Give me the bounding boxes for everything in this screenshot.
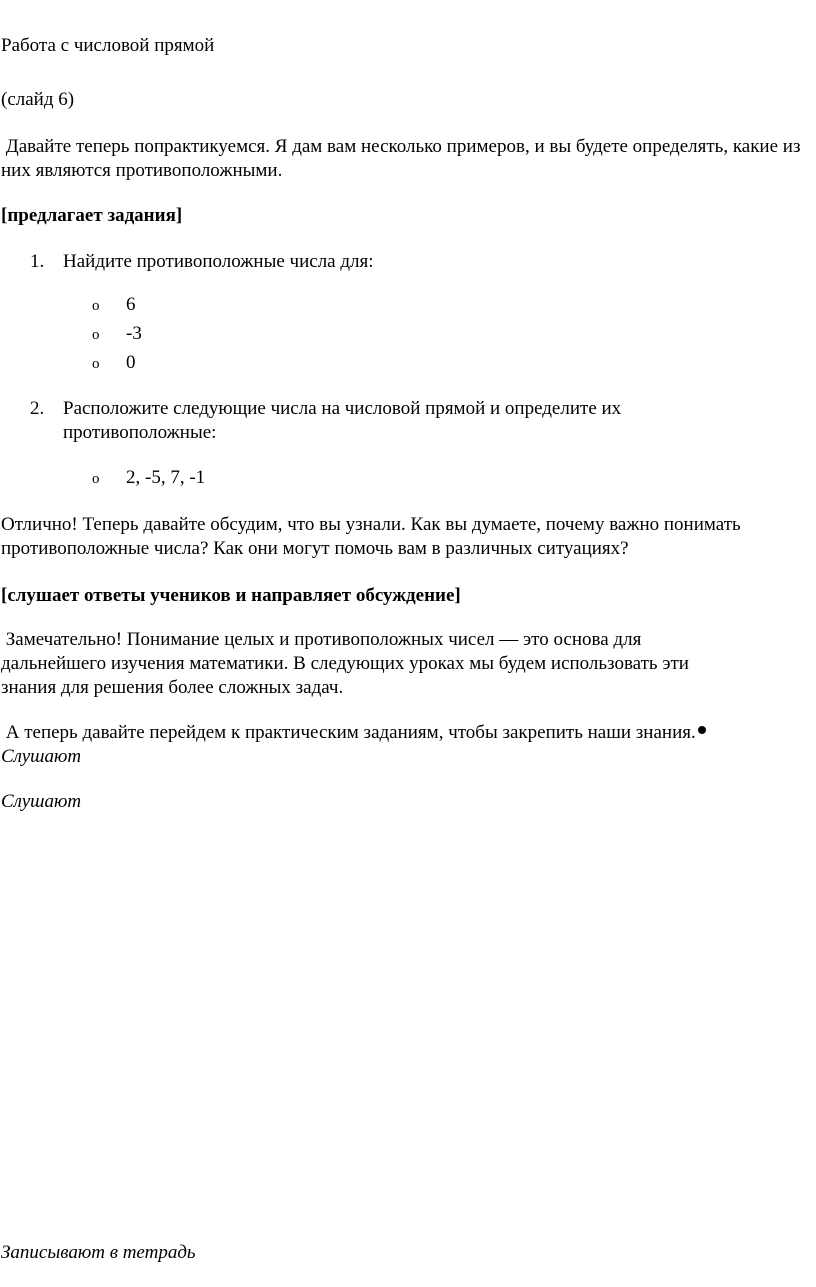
document-title: Работа с числовой прямой: [1, 35, 215, 56]
student-note-listen: Слушают: [1, 791, 82, 812]
task-1-item-3-value: 0: [126, 352, 136, 373]
task-1-number: 1.: [30, 251, 45, 272]
discussion-paragraph: Отлично! Теперь давайте обсудим, что вы узнали. Как вы думаете, почему важно понимать противоположные числа? Как они могут помочь вам в различных ситуациях?: [1, 514, 741, 559]
inline-student-note: Слушают: [1, 746, 82, 767]
hollow-bullet-icon: o: [92, 356, 100, 372]
task-2-number: 2.: [30, 398, 45, 419]
intro-paragraph: Давайте теперь попрактикуемся. Я дам вам несколько примеров, и вы будете определять, какие из них являются противоположными.: [1, 136, 806, 181]
hollow-bullet-icon: o: [92, 298, 100, 314]
stage-direction-discussion: [слушает ответы учеников и направляет обсуждение]: [1, 585, 461, 606]
stage-direction-tasks: [предлагает задания]: [1, 205, 183, 226]
task-1-text: Найдите противоположные числа для:: [63, 251, 374, 272]
slide-reference: (слайд 6): [1, 89, 75, 110]
hollow-bullet-icon: o: [92, 327, 100, 343]
student-note-write: Записывают в тетрадь: [1, 1242, 196, 1263]
transition-paragraph: [1, 721, 716, 769]
task-2-item-1-value: 2, -5, 7, -1: [126, 467, 206, 488]
task-2-text: Расположите следующие числа на числовой прямой и определите их противоположные:: [63, 398, 622, 443]
transition-text: А теперь давайте перейдем к практическим заданиям, чтобы закрепить наши знания.: [1, 722, 696, 743]
summary-paragraph: Замечательно! Понимание целых и противоположных чисел — это основа для дальнейшего изучения математики. В следующих уроках мы будем использовать эти знания для решения более сложных задач.: [1, 629, 694, 698]
task-2: [30, 397, 812, 445]
task-1-item-1-value: 6: [126, 294, 136, 315]
task-1-item-2-value: -3: [126, 323, 142, 344]
bullet-dot-icon: [698, 726, 706, 734]
hollow-bullet-icon: o: [92, 471, 100, 487]
